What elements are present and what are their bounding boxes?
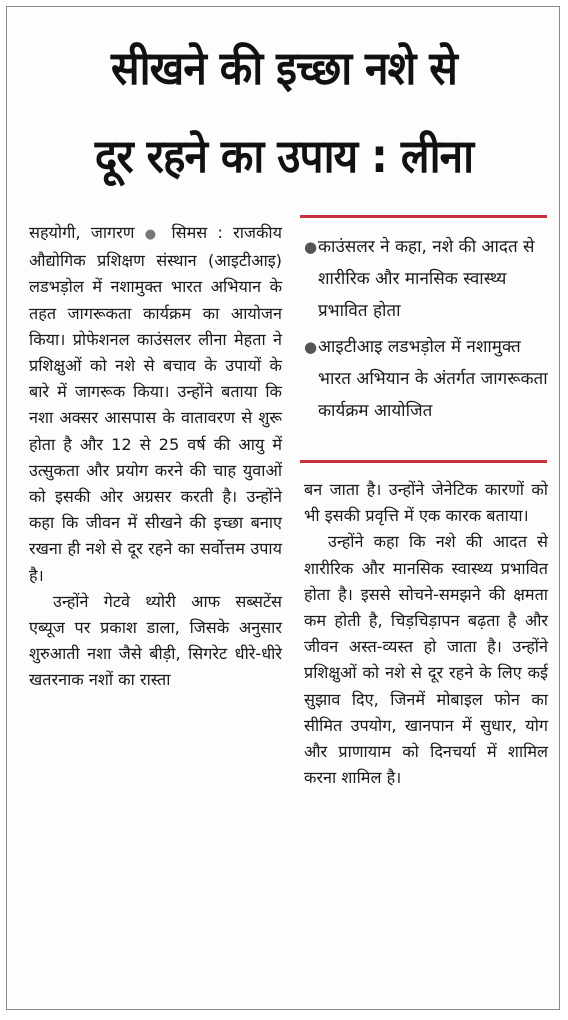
highlight-rule-top <box>300 215 547 218</box>
bullet-icon: ● <box>304 238 318 256</box>
intro-paragraph <box>29 220 282 589</box>
right-paragraph-2: उन्होंने कहा कि नशे की आदत से शारीरिक और मानसिक स्वास्थ्य प्रभावित होता है। इससे सोचने-समझने की क्षमता कम होती है, चिड़चिड़ापन बढ़ता है और जीवन अस्त-व्यस्त हो जाता है। उन्होंने प्रशिक्षुओं को नशे से दूर रहने के लिए कई सुझाव दिए, जिनमें मोबाइल फोन का सीमित उपयोग, खानपान में सुधार, योग और प्राणायाम को दिनचर्या में शामिल करना शामिल है। <box>304 532 548 788</box>
headline-line-2: दूर रहने का उपाय : लीना <box>94 129 474 183</box>
intro-text: सिमस : राजकीय औद्योगिक प्रशिक्षण संस्थान (आइटीआइ) लडभड़ोल में नशामुक्त भारत अभियान के तहत जागरूकता कार्यक्रम का आयोजन किया। प्रोफेशनल काउंसलर लीना मेहता ने प्रशिक्षुओं को नशे से बचाव के उपायों के बारे में जागरूक किया। उन्होंने बताया कि नशा अक्सर आसपास के वातावरण से शुरू होता है और 12 से 25 वर्ष की आयु में उत्सुकता और प्रयोग करने की चाह युवाओं को इसकी ओर अग्रसर करती है। उन्होंने कहा कि जीवन में सीखने की इच्छा बनाए रखना ही नशे से दूर रहने का सर्वोत्तम उपाय है। <box>29 223 282 585</box>
byline: सहयोगी, जागरण <box>29 223 135 242</box>
highlight-item <box>304 231 549 327</box>
highlight-rule-bottom <box>300 460 547 463</box>
byline-dot-icon: ● <box>144 227 162 242</box>
right-paragraph-1: बन जाता है। उन्होंने जेनेटिक कारणों को भी इसकी प्रवृत्ति में एक कारक बताया। <box>304 480 548 526</box>
highlight-item <box>304 331 549 427</box>
headline-line-1: सीखने की इच्छा नशे से <box>111 41 457 95</box>
left-column <box>29 220 282 694</box>
left-paragraph-2: उन्होंने गेटवे थ्योरी आफ सब्सटेंस एब्यूज पर प्रकाश डाला, जिसके अनुसार शुरुआती नशा जैसे बीड़ी, सिगरेट धीरे-धीरे खतरनाक नशों का रास्ता <box>29 591 282 690</box>
highlight-text: काउंसलर ने कहा, नशे की आदत से शारीरिक और मानसिक स्वास्थ्य प्रभावित होता <box>318 237 535 321</box>
article-frame <box>6 6 560 1010</box>
right-column <box>304 477 548 791</box>
highlights-box <box>304 231 549 431</box>
highlight-text: आइटीआइ लडभड़ोल में नशामुक्त भारत अभियान के अंतर्गत जागरूकता कार्यक्रम आयोजित <box>318 337 548 421</box>
bullet-icon: ● <box>304 338 318 356</box>
